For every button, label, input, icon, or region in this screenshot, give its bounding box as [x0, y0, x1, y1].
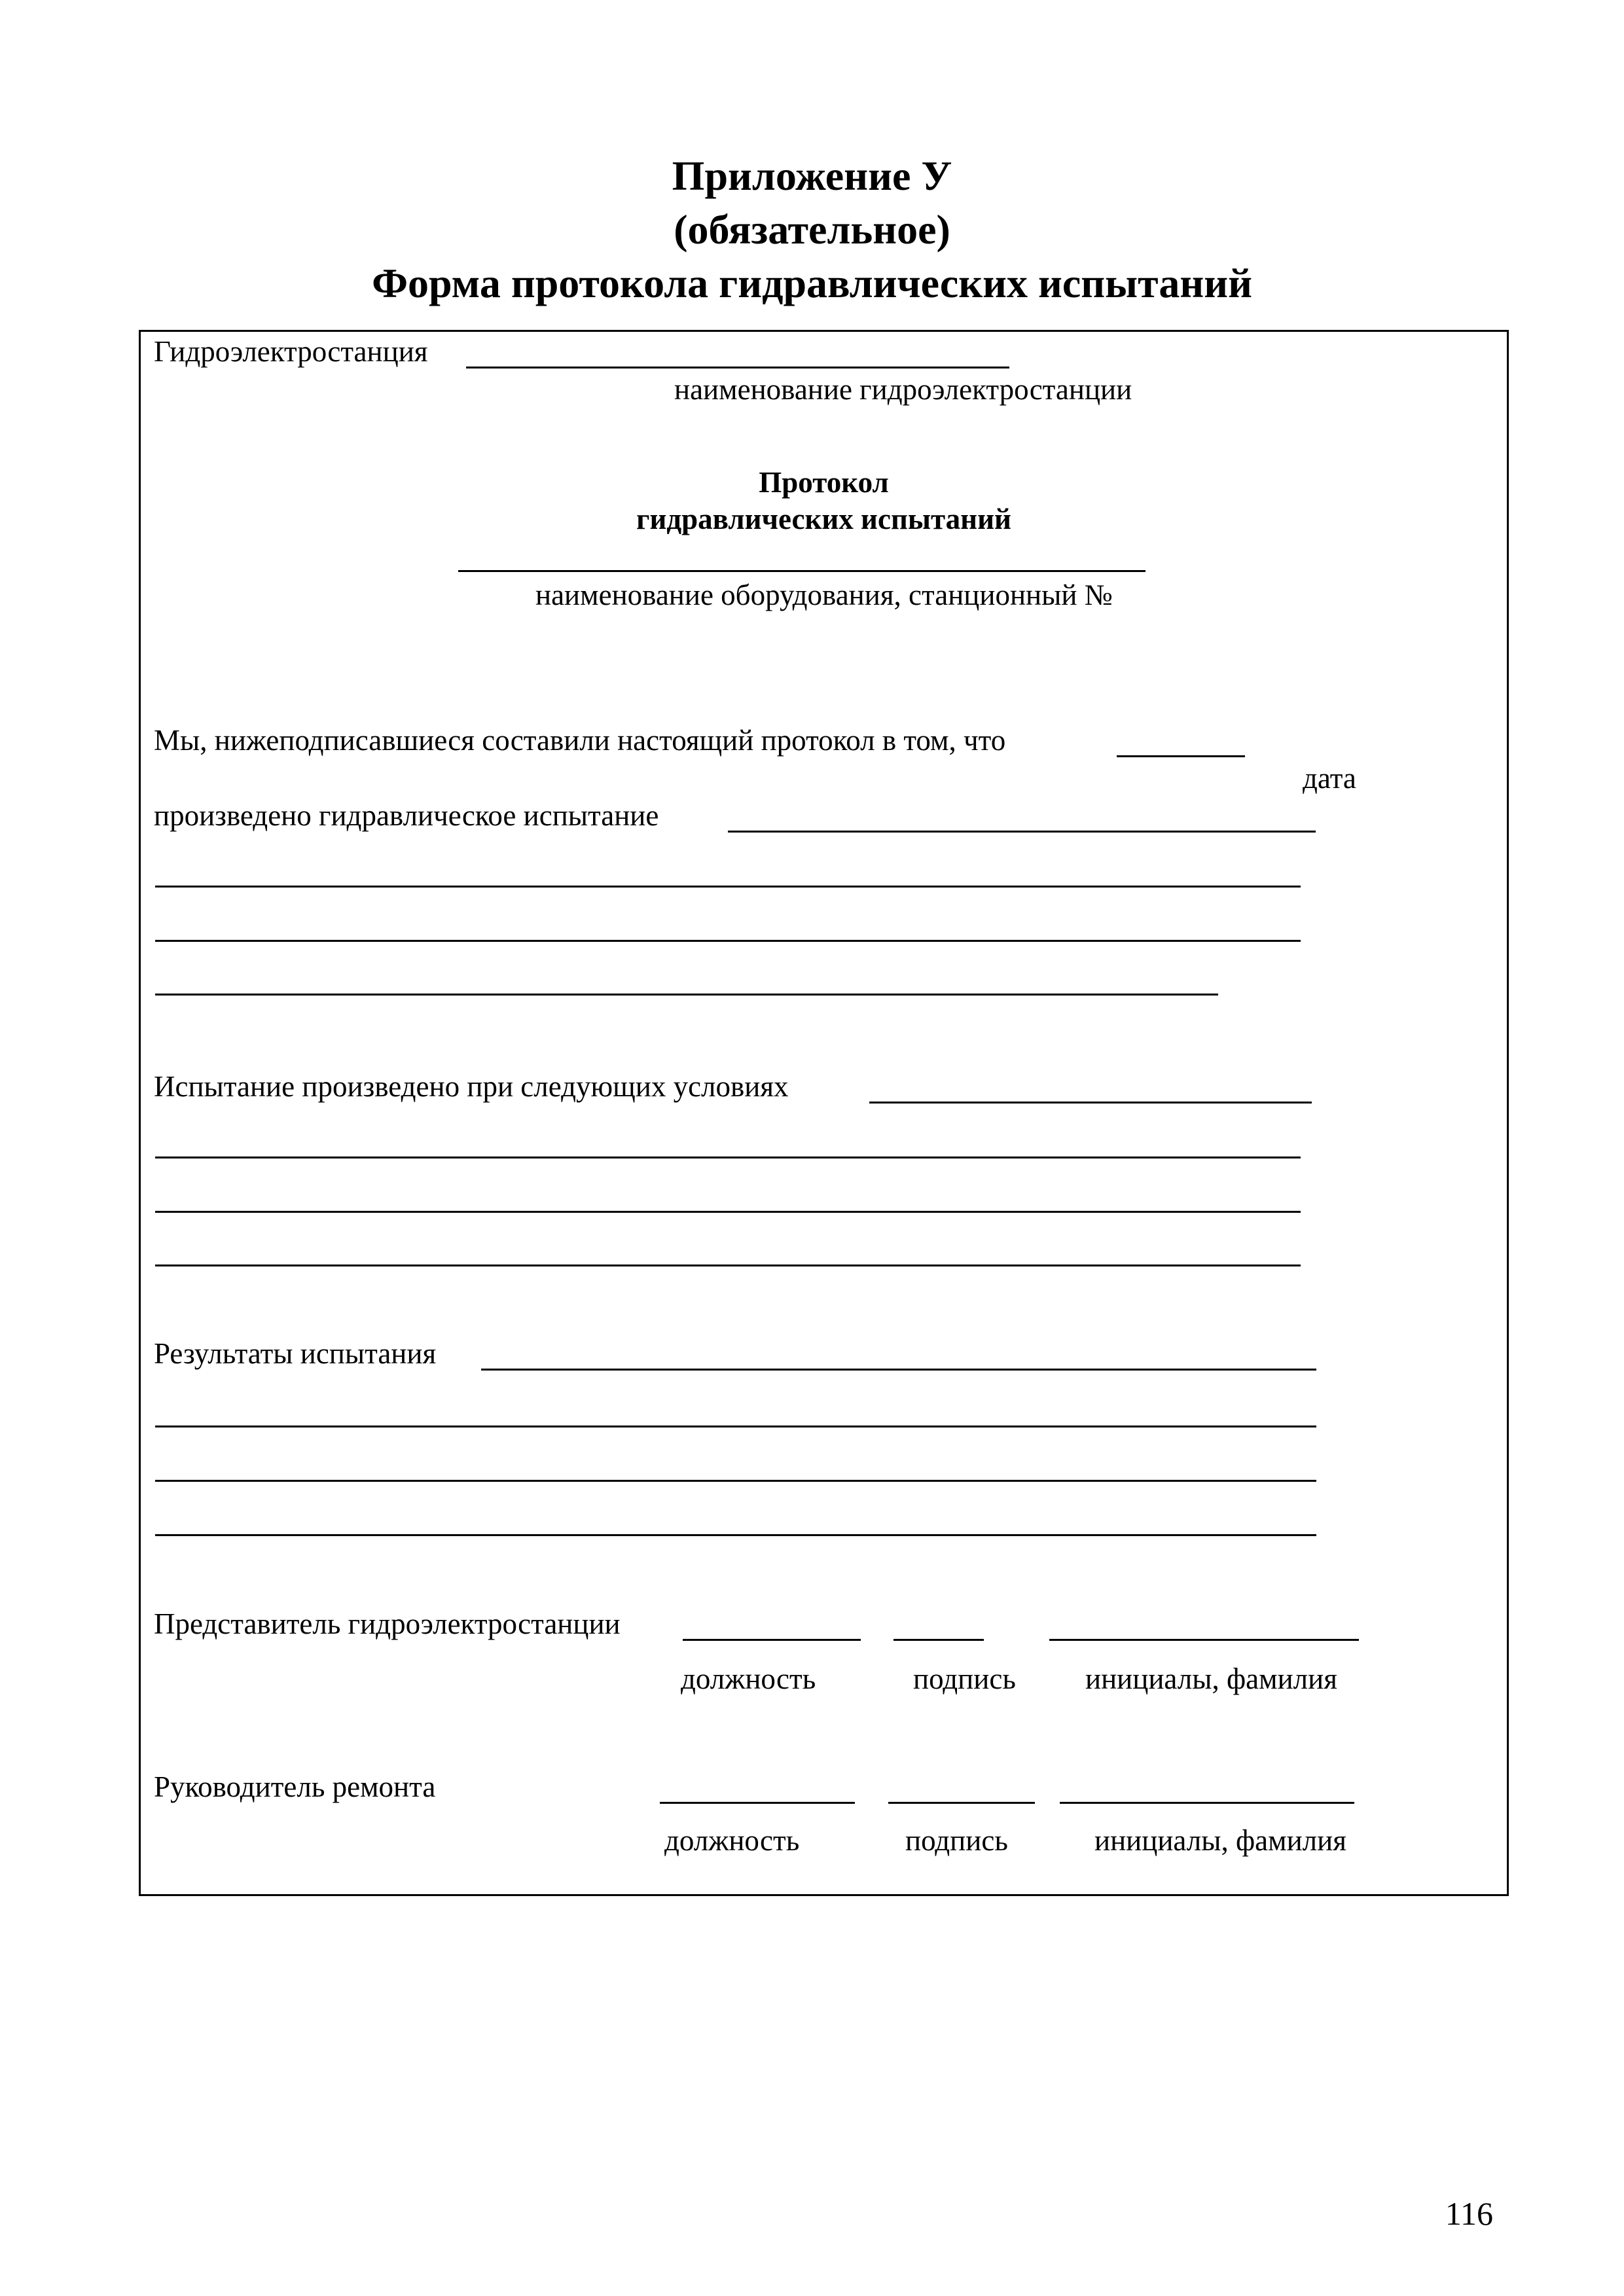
test-field-line[interactable]: [155, 994, 1218, 996]
position-caption: должность: [681, 1662, 816, 1695]
manager-signature-field[interactable]: [888, 1802, 1035, 1804]
representative-position-field[interactable]: [683, 1639, 861, 1641]
conditions-field[interactable]: [869, 1102, 1312, 1103]
results-label: Результаты испытания: [154, 1337, 437, 1370]
protocol-title: Протокол: [759, 466, 889, 499]
test-field[interactable]: [728, 831, 1316, 833]
representative-name-field[interactable]: [1049, 1639, 1359, 1641]
conditions-field-line[interactable]: [155, 1157, 1301, 1158]
form-frame: [139, 330, 1509, 1896]
manager-position-field[interactable]: [660, 1802, 855, 1804]
conditions-field-line[interactable]: [155, 1211, 1301, 1213]
representative-label: Представитель гидроэлектростанции: [154, 1607, 621, 1640]
signature-caption: подпись: [905, 1824, 1008, 1857]
name-caption: инициалы, фамилия: [1085, 1662, 1337, 1695]
test-field-line[interactable]: [155, 940, 1301, 942]
results-field[interactable]: [481, 1369, 1316, 1371]
date-field[interactable]: [1117, 755, 1245, 757]
test-field-line[interactable]: [155, 886, 1301, 888]
form-title: Форма протокола гидравлических испытаний: [372, 260, 1252, 306]
results-field-line[interactable]: [155, 1480, 1316, 1482]
manager-name-field[interactable]: [1060, 1802, 1354, 1804]
equipment-field[interactable]: [458, 570, 1146, 572]
manager-label: Руководитель ремонта: [154, 1770, 436, 1803]
appendix-status: (обязательное): [674, 206, 950, 253]
appendix-title: Приложение У: [672, 152, 952, 199]
statement-text: Мы, нижеподписавшиеся составили настоящий протокол в том, что: [154, 724, 1006, 757]
representative-signature-field[interactable]: [893, 1639, 984, 1641]
conditions-label: Испытание произведено при следующих условиях: [154, 1070, 789, 1103]
date-caption: дата: [1303, 762, 1356, 795]
protocol-subtitle: гидравлических испытаний: [636, 503, 1011, 535]
position-caption: должность: [664, 1824, 800, 1857]
test-label: произведено гидравлическое испытание: [154, 799, 659, 832]
signature-caption: подпись: [913, 1662, 1016, 1695]
conditions-field-line[interactable]: [155, 1265, 1301, 1266]
station-caption: наименование гидроэлектростанции: [674, 373, 1132, 406]
equipment-caption: наименование оборудования, станционный №: [535, 579, 1113, 611]
page-title: [0, 149, 1624, 310]
name-caption: инициалы, фамилия: [1094, 1824, 1346, 1857]
station-label: Гидроэлектростанция: [154, 335, 428, 368]
results-field-line[interactable]: [155, 1426, 1316, 1427]
page-number: 116: [1445, 2195, 1493, 2232]
station-name-field[interactable]: [466, 367, 1009, 368]
results-field-line[interactable]: [155, 1534, 1316, 1536]
